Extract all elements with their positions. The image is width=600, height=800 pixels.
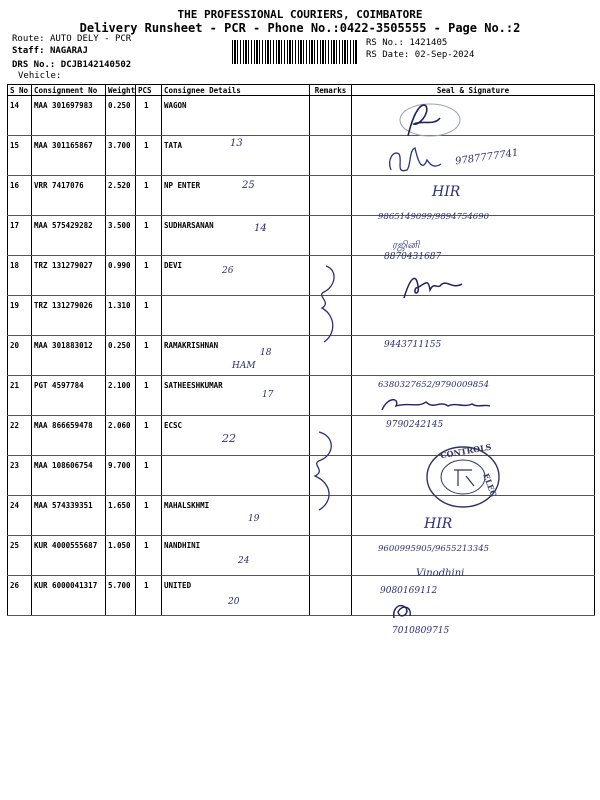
cell-pcs: 1 [136,176,162,216]
cell-consignment: VRR 7417076 [32,176,106,216]
bracket-mark [310,262,340,346]
cell-pcs: 1 [136,216,162,256]
cell-consignment: TRZ 131279027 [32,256,106,296]
handwritten-signature [385,140,455,184]
col-header-remarks: Remarks [310,85,352,96]
drs-label: DRS No.: [12,60,56,70]
route-value: AUTO DELY - PCR [49,34,132,44]
cell-weight: 3.500 [106,216,136,256]
handwritten-number: 20 [228,597,240,607]
cell-remarks [310,576,352,616]
handwritten-number: 24 [238,556,250,566]
cell-consignment: KUR 4000555687 [32,536,106,576]
staff-value: NAGARAJ [49,46,88,56]
cell-consignment: MAA 301697983 [32,96,106,136]
stamp-text: CONTROLS [439,441,493,461]
cell-signature [352,296,595,336]
cell-consignment: MAA 574339351 [32,496,106,536]
cell-pcs: 1 [136,256,162,296]
handwritten-number: 17 [262,390,274,400]
cell-remarks [310,136,352,176]
cell-weight: 2.520 [106,176,136,216]
cell-weight: 2.060 [106,416,136,456]
cell-weight: 1.650 [106,496,136,536]
drs-value: DCJB142140502 [60,60,132,70]
table-row [8,256,595,296]
cell-consignee: SUDHARSANAN [162,216,310,256]
cell-pcs: 1 [136,456,162,496]
cell-consignee: NP ENTER [162,176,310,216]
cell-weight: 9.700 [106,456,136,496]
col-header-sno: S No [8,85,32,96]
cell-consignee: NANDHINI [162,536,310,576]
table-row [8,216,595,256]
cell-sno: 18 [8,256,32,296]
table-row [8,296,595,336]
cell-consignment: MAA 108606754 [32,456,106,496]
cell-weight: 2.100 [106,376,136,416]
handwritten-signature: ரஜினி [392,240,420,251]
signature-stamp [378,96,468,142]
cell-sno: 21 [8,376,32,416]
vehicle-label: Vehicle: [18,71,62,81]
cell-consignee [162,296,310,336]
table-row [8,176,595,216]
rs-date-value: 02-Sep-2024 [414,50,475,60]
cell-pcs: 1 [136,496,162,536]
rs-no-label: RS No.: [366,38,404,48]
company-name: THE PROFESSIONAL COURIERS, COIMBATORE [177,8,423,21]
col-header-pcs: PCS [136,85,162,96]
handwritten-phone: 9080169112 [380,586,438,596]
handwritten-phone: 6380327652/9790009854 [378,380,490,390]
cell-remarks [310,96,352,136]
cell-consignee: RAMAKRISHNAN [162,336,310,376]
table-row [8,536,595,576]
col-header-consignment: Consignment No [32,85,106,96]
cell-weight: 1.050 [106,536,136,576]
table-header-row [8,85,595,96]
handwritten-number: 13 [230,138,243,149]
handwritten-number: 18 [260,348,272,358]
cell-sno: 15 [8,136,32,176]
rs-date-line [366,50,474,60]
handwritten-phone: 9600995905/9655213345 [378,544,490,554]
cell-consignee [162,456,310,496]
cell-sno: 24 [8,496,32,536]
cell-weight: 1.310 [106,296,136,336]
cell-consignment: TRZ 131279026 [32,296,106,336]
cell-weight: 0.250 [106,96,136,136]
handwritten-signature [388,598,418,626]
staff-label: Staff: [12,46,45,56]
cell-pcs: 1 [136,376,162,416]
table-row [8,576,595,616]
cell-weight: 5.700 [106,576,136,616]
handwritten-number: 25 [242,180,255,191]
rs-no-value: 1421405 [409,38,448,48]
cell-remarks [310,536,352,576]
staff-line [12,46,88,56]
route-label: Route: [12,34,45,44]
rs-date-label: RS Date: [366,50,410,60]
table-row [8,376,595,416]
cell-sno: 20 [8,336,32,376]
cell-consignee: DEVI [162,256,310,296]
cell-consignment: PGT 4597784 [32,376,106,416]
cell-consignee: ECSC [162,416,310,456]
cell-pcs: 1 [136,576,162,616]
cell-remarks [310,176,352,216]
handwritten-phone: 9787777741 [454,147,520,168]
handwritten-phone: 9790242145 [386,420,444,430]
route-line [12,34,131,44]
table-row [8,336,595,376]
cell-sno: 25 [8,536,32,576]
cell-pcs: 1 [136,336,162,376]
handwritten-number: 26 [222,266,234,276]
cell-consignment: MAA 575429282 [32,216,106,256]
handwritten-signature [378,392,494,418]
cell-sno: 26 [8,576,32,616]
col-header-consignee: Consignee Details [162,85,310,96]
handwritten-number: 14 [254,223,267,234]
cell-remarks [310,216,352,256]
cell-sno: 17 [8,216,32,256]
handwritten-note: HIR [432,184,461,200]
cell-weight: 0.990 [106,256,136,296]
cell-pcs: 1 [136,96,162,136]
drs-line [12,60,131,70]
handwritten-signature [400,268,470,304]
rs-no-line [366,38,447,48]
runsheet-table [7,84,595,616]
cell-pcs: 1 [136,136,162,176]
cell-consignee: MAHALSKHMI [162,496,310,536]
cell-consignee: SATHEESHKUMAR [162,376,310,416]
barcode [232,40,358,64]
cell-consignment: MAA 866659478 [32,416,106,456]
bracket-mark [305,428,339,514]
cell-sno: 14 [8,96,32,136]
handwritten-phone: 9443711155 [384,340,442,350]
cell-sno: 22 [8,416,32,456]
handwritten-number: 22 [222,432,236,445]
cell-pcs: 1 [136,296,162,336]
cell-consignment: MAA 301883012 [32,336,106,376]
cell-consignee: WAGON [162,96,310,136]
table-row [8,96,595,136]
cell-consignee: UNITED [162,576,310,616]
cell-weight: 0.250 [106,336,136,376]
cell-signature [352,536,595,576]
cell-sno: 19 [8,296,32,336]
handwritten-number: 19 [248,514,260,524]
cell-sno: 16 [8,176,32,216]
handwritten-note: HIR [424,516,453,532]
cell-weight: 3.700 [106,136,136,176]
handwritten-phone: 9865149099/9894754690 [378,212,490,222]
cell-consignee: TATA [162,136,310,176]
handwritten-phone: 8870431687 [384,252,442,262]
col-header-signature: Seal & Signature [352,85,595,96]
cell-sno: 23 [8,456,32,496]
cell-remarks [310,376,352,416]
cell-consignment: KUR 6000041317 [32,576,106,616]
handwritten-name: Vinodhini [416,568,465,579]
handwritten-phone: 7010809715 [392,626,450,636]
cell-consignment: MAA 301165867 [32,136,106,176]
cell-pcs: 1 [136,536,162,576]
runsheet-title: Delivery Runsheet - PCR - Phone No.:0422-3505555 - Page No.:2 [79,21,521,35]
col-header-weight: Weight [106,85,136,96]
stamp-text: ELEC [481,471,499,499]
cell-pcs: 1 [136,416,162,456]
handwritten-note: HAM [232,361,256,371]
